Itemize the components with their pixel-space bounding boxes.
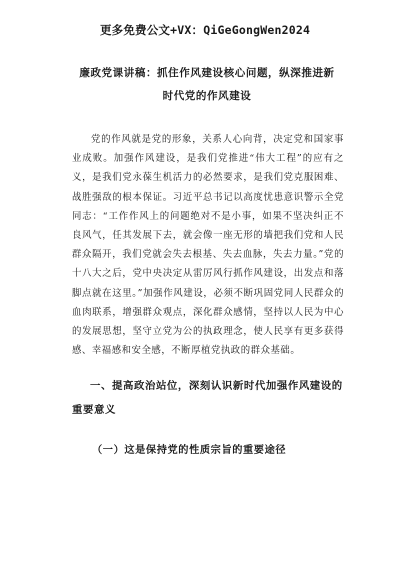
body-paragraph: 党的作风就是党的形象，关系人心向背，决定党和国家事业成败。加强作风建设，是我们党推进“伟大工程”的应有之义，是我们党永葆生机活力的必然要求，是我们党克服困难、战胜强敌的根本保证。习近平总书记以高度忧患意识警示全党同志：“工作作风上的问题绝对不是小事，如果不坚决纠正不良风气，任其发展下去，就会像一座无形的墙把我们党和人民群众隔开，我们党就会失去根基、失去血脉，失去力量。”党的十八大之后，党中央决定从雷厉风行抓作风建设，出发点和落脚点就在这里。”加强作风建设，必须不断巩固党同人民群众的血肉联系，增强群众观点，深化群众感情，坚持以人民为中心的发展思想，坚守立党为公的执政理念，使人民享有更多获得感、幸福感和安全感，不断厚植党执政的群众基础。 [72, 134, 344, 357]
section-heading: 一、提高政治站位，深刻认识新时代加强作风建设的重要意义 [72, 380, 343, 416]
document-title: 廉政党课讲稿：抓住作风建设核心问题，纵深推进新时代党的作风建设 [79, 67, 335, 102]
promo-banner: 更多免费公文+VX：QiGeGongWen2024 [99, 23, 311, 37]
subsection-heading: （一）这是保持党的性质宗旨的重要途径 [92, 444, 287, 456]
